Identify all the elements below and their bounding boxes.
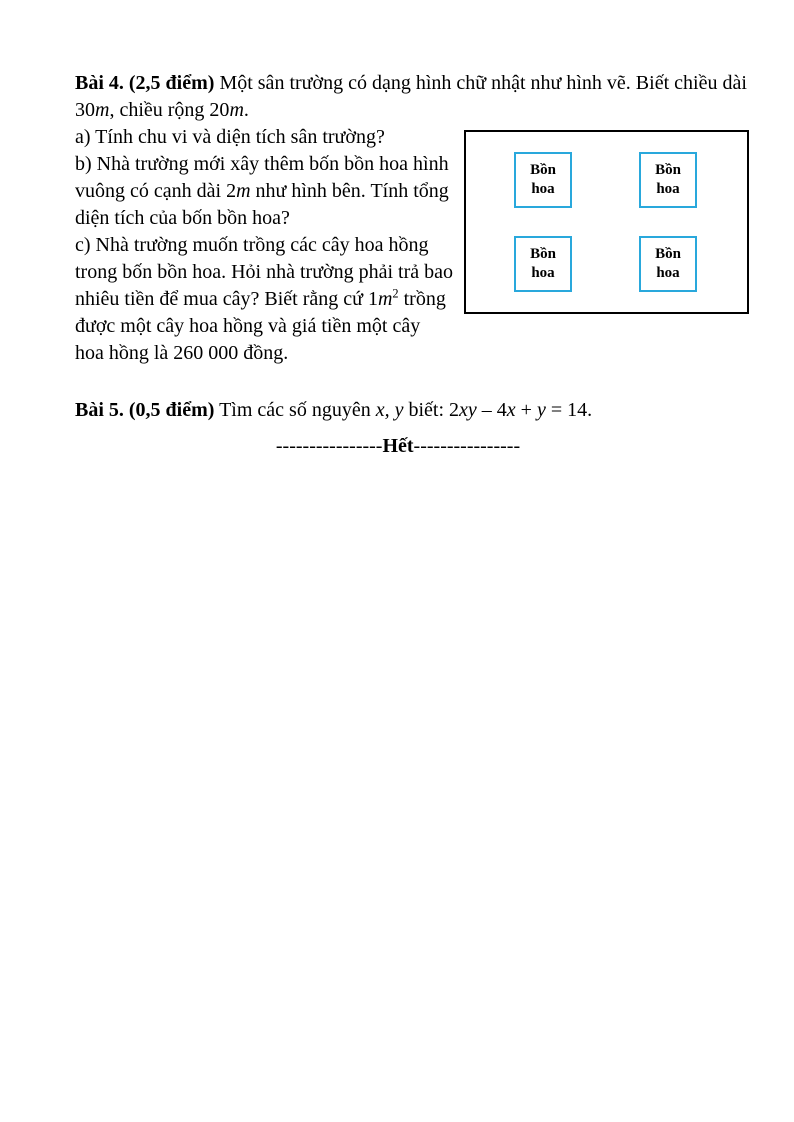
problem5-text: Bài 5. (0,5 điểm) Tìm các số nguyên x, y biết: 2xy – 4x + y = 14. — [75, 399, 593, 421]
flower-box-label-line1: Bồn — [530, 246, 556, 262]
flower-box — [639, 236, 697, 292]
flower-box — [514, 236, 572, 292]
problem4-body — [75, 124, 749, 367]
flower-box-label-line1: Bồn — [530, 162, 556, 178]
problem4-part-a: a) Tính chu vi và diện tích sân trường? — [75, 126, 385, 148]
flower-box-label-line2: hoa — [656, 181, 680, 197]
exam-content — [75, 70, 749, 460]
schoolyard-figure — [464, 130, 749, 314]
problem4-heading: Bài 4. (2,5 điểm) Một sân trường có dạng hình chữ nhật như hình vẽ. Biết chiều dài 30m, chiều rộng 20m. — [75, 72, 747, 121]
problem4-part-b: b) Nhà trường mới xây thêm bốn bồn hoa hình vuông có cạnh dài 2m như hình bên. Tính tổng diện tích của bốn bồn hoa? — [75, 153, 449, 229]
flower-box-label-line1: Bồn — [655, 246, 681, 262]
problem4-part-c: c) Nhà trường muốn trồng các cây hoa hồng trong bốn bồn hoa. Hỏi nhà trường phải trả bao nhiêu tiền để mua cây? Biết rằng cứ $1m^2$ trồng được một cây hoa hồng và giá tiền một cây hoa hồng là 260 000 đồng. — [75, 234, 454, 364]
figure-row-bottom — [514, 236, 697, 292]
end-of-exam-line: ----------------Hết---------------- — [275, 435, 521, 457]
figure-row-top — [514, 152, 697, 208]
flower-box-label-line1: Bồn — [655, 162, 681, 178]
flower-box-label-line2: hoa — [531, 181, 555, 197]
flower-box — [639, 152, 697, 208]
flower-box — [514, 152, 572, 208]
flower-box-label-line2: hoa — [656, 265, 680, 281]
flower-box-label-line2: hoa — [531, 265, 555, 281]
